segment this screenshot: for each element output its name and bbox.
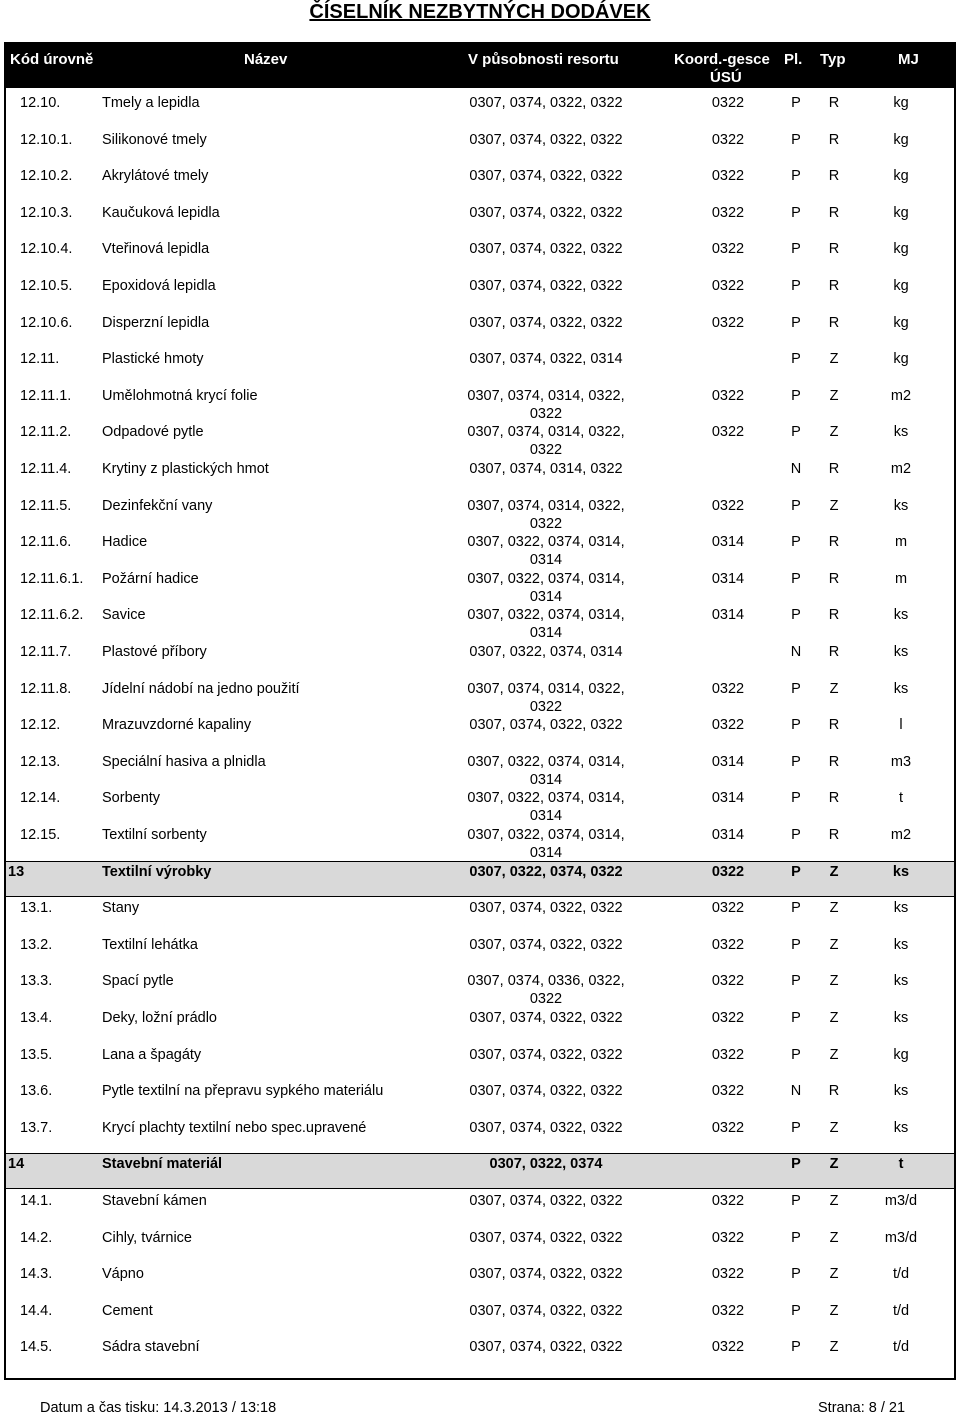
cell-code: 12.10.5. bbox=[20, 278, 73, 294]
cell-code: 12.14. bbox=[20, 790, 61, 807]
cell-mj: m2 bbox=[890, 827, 912, 843]
cell-mj: kg bbox=[893, 314, 909, 331]
cell-pl: P bbox=[791, 1302, 801, 1319]
cell-pl: N bbox=[790, 644, 802, 660]
cell-koord: 0314 bbox=[711, 570, 745, 587]
cell-name: Cement bbox=[102, 1302, 153, 1319]
cell-mj: ks bbox=[893, 1119, 909, 1136]
cell-vp: 0307, 0374, 0322, 0322 bbox=[469, 1010, 623, 1026]
cell-typ: R bbox=[828, 570, 840, 587]
table-row bbox=[6, 131, 954, 167]
cell-pl: P bbox=[791, 1229, 801, 1246]
cell-name: Stavební materiál bbox=[102, 1156, 223, 1173]
cell-name: Stavební kámen bbox=[102, 1193, 207, 1209]
cell-koord: 0322 bbox=[711, 1302, 745, 1319]
cell-name: Mrazuvzdorné kapaliny bbox=[102, 717, 252, 734]
table-row bbox=[6, 972, 954, 1008]
cell-mj: kg bbox=[893, 241, 909, 258]
cell-code: 12.10. bbox=[20, 95, 61, 111]
cell-code: 14.5. bbox=[20, 1339, 53, 1356]
cell-mj: m2 bbox=[890, 461, 912, 477]
cell-mj: ks bbox=[892, 863, 910, 880]
cell-name: Silikonové tmely bbox=[102, 131, 207, 148]
cell-code: 14.2. bbox=[20, 1229, 53, 1246]
cell-koord: 0322 bbox=[711, 278, 745, 294]
table-row bbox=[6, 460, 954, 496]
cell-name: Hadice bbox=[102, 534, 148, 551]
cell-code: 12.15. bbox=[20, 827, 61, 843]
cell-koord: 0322 bbox=[711, 1083, 745, 1100]
cell-vp: 0307, 0374, 0322, 0314 bbox=[469, 351, 623, 368]
cell-vp: 0307, 0374, 0322, 0322 bbox=[469, 131, 623, 148]
cell-pl: P bbox=[791, 278, 801, 294]
cell-koord: 0314 bbox=[711, 607, 745, 624]
table-row bbox=[6, 1153, 954, 1189]
cell-vp: 0307, 0374, 0314, 0322 bbox=[469, 461, 623, 477]
cell-pl: P bbox=[791, 314, 801, 331]
header-mj: MJ bbox=[898, 51, 919, 68]
cell-koord: 0314 bbox=[711, 790, 745, 807]
cell-pl: P bbox=[791, 900, 801, 917]
cell-vp: 0307, 0374, 0322, 0322 bbox=[469, 168, 623, 185]
cell-name: Kaučuková lepidla bbox=[102, 204, 220, 221]
cell-pl: P bbox=[791, 1266, 801, 1283]
cell-pl: P bbox=[791, 131, 801, 148]
table-row bbox=[6, 1046, 954, 1082]
cell-typ: Z bbox=[829, 1193, 839, 1209]
cell-typ: Z bbox=[829, 424, 839, 441]
cell-koord: 0322 bbox=[711, 204, 745, 221]
cell-vp: 0307, 0374, 0322, 0322 bbox=[469, 278, 623, 294]
cell-code: 14.4. bbox=[20, 1302, 53, 1319]
cell-koord: 0322 bbox=[711, 1229, 745, 1246]
cell-pl: P bbox=[791, 680, 801, 697]
cell-pl: P bbox=[791, 827, 801, 843]
cell-koord: 0322 bbox=[711, 863, 745, 880]
cell-vp: 0307, 0322, 0374, 0322 bbox=[469, 863, 623, 880]
cell-vp: 0307, 0374, 0314, 0322, 0322 bbox=[467, 497, 625, 532]
cell-code: 13.4. bbox=[20, 1010, 53, 1026]
cell-code: 12.11. bbox=[20, 351, 60, 368]
cell-code: 12.10.6. bbox=[20, 314, 73, 331]
cell-code: 12.10.2. bbox=[20, 168, 73, 185]
cell-name: Lana a špagáty bbox=[102, 1046, 202, 1063]
cell-name: Sorbenty bbox=[102, 790, 161, 807]
cell-pl: P bbox=[791, 607, 801, 624]
table-row bbox=[6, 94, 954, 130]
cell-vp: 0307, 0374, 0322, 0322 bbox=[469, 1339, 623, 1356]
cell-vp: 0307, 0374, 0314, 0322, 0322 bbox=[467, 424, 625, 459]
header-typ: Typ bbox=[820, 51, 846, 68]
cell-koord: 0322 bbox=[711, 131, 745, 148]
cell-mj: t/d bbox=[892, 1339, 910, 1356]
supplies-table bbox=[4, 42, 956, 1380]
cell-typ: Z bbox=[829, 900, 839, 917]
cell-mj: t bbox=[898, 790, 904, 807]
cell-name: Umělohmotná krycí folie bbox=[102, 387, 258, 404]
cell-pl: P bbox=[791, 1156, 801, 1173]
cell-name: Dezinfekční vany bbox=[102, 497, 213, 514]
cell-code: 12.11.6. bbox=[20, 534, 72, 551]
cell-name: Cihly, tvárnice bbox=[102, 1229, 192, 1246]
cell-koord: 0322 bbox=[711, 1046, 745, 1063]
cell-typ: R bbox=[828, 1083, 840, 1100]
cell-name: Akrylátové tmely bbox=[102, 168, 209, 185]
cell-vp: 0307, 0374, 0322, 0322 bbox=[469, 1193, 623, 1209]
cell-code: 13.6. bbox=[20, 1083, 53, 1100]
header-name: Název bbox=[244, 51, 288, 68]
cell-koord: 0314 bbox=[711, 534, 745, 551]
cell-typ: R bbox=[828, 131, 840, 148]
cell-vp: 0307, 0374, 0322, 0322 bbox=[469, 900, 623, 917]
cell-mj: kg bbox=[893, 1046, 909, 1063]
cell-code: 12.10.3. bbox=[20, 204, 73, 221]
cell-koord: 0322 bbox=[711, 900, 745, 917]
cell-code: 12.11.2. bbox=[20, 424, 72, 441]
cell-code: 12.10.1. bbox=[20, 131, 73, 148]
cell-mj: ks bbox=[893, 1083, 909, 1100]
cell-typ: R bbox=[828, 790, 840, 807]
cell-pl: P bbox=[791, 570, 801, 587]
cell-typ: Z bbox=[829, 1266, 839, 1283]
cell-pl: P bbox=[791, 973, 801, 990]
cell-koord: 0322 bbox=[711, 1119, 745, 1136]
cell-vp: 0307, 0374, 0322, 0322 bbox=[469, 1046, 623, 1063]
table-row bbox=[6, 314, 954, 350]
cell-typ: R bbox=[828, 204, 840, 221]
cell-vp: 0307, 0322, 0374, 0314, 0314 bbox=[467, 607, 625, 642]
cell-vp: 0307, 0374, 0322, 0322 bbox=[469, 936, 623, 953]
cell-name: Epoxidová lepidla bbox=[102, 278, 216, 294]
cell-code: 14.3. bbox=[20, 1266, 53, 1283]
cell-typ: Z bbox=[829, 973, 839, 990]
table-row bbox=[6, 1119, 954, 1155]
cell-typ: Z bbox=[829, 863, 839, 880]
cell-code: 12.11.7. bbox=[20, 644, 72, 660]
cell-vp: 0307, 0374, 0322, 0322 bbox=[469, 1119, 623, 1136]
cell-mj: m bbox=[894, 570, 908, 587]
cell-name: Sádra stavební bbox=[102, 1339, 200, 1356]
cell-koord: 0322 bbox=[711, 936, 745, 953]
cell-mj: ks bbox=[893, 497, 909, 514]
cell-pl: P bbox=[791, 497, 801, 514]
cell-name: Jídelní nádobí na jedno použití bbox=[102, 680, 300, 697]
cell-vp: 0307, 0374, 0322, 0322 bbox=[469, 1229, 623, 1246]
cell-pl: P bbox=[791, 204, 801, 221]
cell-mj: kg bbox=[893, 351, 909, 368]
cell-typ: Z bbox=[829, 1119, 839, 1136]
cell-typ: Z bbox=[829, 680, 839, 697]
cell-vp: 0307, 0374, 0322, 0322 bbox=[469, 1083, 623, 1100]
table-header bbox=[6, 44, 954, 88]
table-row bbox=[6, 277, 954, 313]
cell-name: Pytle textilní na přepravu sypkého materiálu bbox=[102, 1083, 384, 1100]
cell-mj: kg bbox=[893, 204, 909, 221]
cell-koord: 0322 bbox=[711, 387, 745, 404]
cell-pl: P bbox=[791, 241, 801, 258]
cell-mj: ks bbox=[893, 1010, 909, 1026]
page-number: Strana: 8 / 21 bbox=[818, 1400, 906, 1416]
cell-mj: m3 bbox=[890, 753, 912, 770]
cell-mj: ks bbox=[893, 680, 909, 697]
table-row bbox=[6, 606, 954, 642]
cell-name: Disperzní lepidla bbox=[102, 314, 210, 331]
cell-koord: 0322 bbox=[711, 95, 745, 111]
cell-mj: t/d bbox=[892, 1266, 910, 1283]
table-row bbox=[6, 1265, 954, 1301]
cell-vp: 0307, 0374, 0314, 0322, 0322 bbox=[467, 387, 625, 422]
header-pl: Pl. bbox=[784, 51, 803, 68]
cell-koord: 0314 bbox=[711, 827, 745, 843]
cell-vp: 0307, 0322, 0374, 0314, 0314 bbox=[467, 790, 625, 825]
cell-typ: Z bbox=[829, 1302, 839, 1319]
table-row bbox=[6, 1338, 954, 1374]
cell-name: Odpadové pytle bbox=[102, 424, 204, 441]
cell-typ: Z bbox=[829, 497, 839, 514]
cell-code: 12.11.8. bbox=[20, 680, 72, 697]
table-row bbox=[6, 1229, 954, 1265]
cell-mj: m bbox=[894, 534, 908, 551]
table-row bbox=[6, 423, 954, 459]
cell-pl: P bbox=[791, 1193, 801, 1209]
header-vp: V působnosti resortu bbox=[468, 51, 619, 68]
cell-pl: P bbox=[791, 1119, 801, 1136]
cell-pl: P bbox=[791, 387, 801, 404]
cell-name: Vápno bbox=[102, 1266, 144, 1283]
cell-mj: ks bbox=[893, 936, 909, 953]
cell-typ: R bbox=[828, 168, 840, 185]
cell-mj: ks bbox=[893, 424, 909, 441]
cell-pl: P bbox=[791, 717, 801, 734]
cell-koord: 0322 bbox=[711, 241, 745, 258]
cell-typ: Z bbox=[829, 387, 839, 404]
cell-vp: 0307, 0374, 0322, 0322 bbox=[469, 1302, 623, 1319]
cell-pl: P bbox=[791, 936, 801, 953]
cell-vp: 0307, 0322, 0374 bbox=[489, 1156, 603, 1173]
cell-pl: P bbox=[791, 534, 801, 551]
table-row bbox=[6, 570, 954, 606]
cell-koord: 0322 bbox=[711, 168, 745, 185]
table-row bbox=[6, 936, 954, 972]
table-row bbox=[6, 643, 954, 679]
cell-name: Spací pytle bbox=[102, 973, 174, 990]
cell-vp: 0307, 0322, 0374, 0314, 0314 bbox=[467, 570, 625, 605]
cell-typ: R bbox=[828, 753, 840, 770]
cell-typ: R bbox=[828, 717, 840, 734]
cell-mj: m3/d bbox=[884, 1193, 918, 1209]
cell-vp: 0307, 0374, 0322, 0322 bbox=[469, 314, 623, 331]
cell-name: Tmely a lepidla bbox=[102, 95, 200, 111]
cell-pl: P bbox=[791, 863, 801, 880]
header-koord: Koord.-gesce bbox=[674, 51, 770, 68]
cell-koord: 0322 bbox=[711, 973, 745, 990]
cell-mj: m3/d bbox=[884, 1229, 918, 1246]
table-row bbox=[6, 350, 954, 386]
table-row bbox=[6, 204, 954, 240]
cell-pl: P bbox=[791, 351, 801, 368]
cell-mj: m2 bbox=[890, 387, 912, 404]
cell-typ: R bbox=[828, 241, 840, 258]
cell-typ: R bbox=[828, 278, 840, 294]
cell-koord: 0314 bbox=[711, 753, 745, 770]
cell-vp: 0307, 0374, 0314, 0322, 0322 bbox=[467, 680, 625, 715]
cell-typ: Z bbox=[829, 1229, 839, 1246]
cell-vp: 0307, 0374, 0322, 0322 bbox=[469, 241, 623, 258]
table-row bbox=[6, 497, 954, 533]
cell-mj: ks bbox=[893, 644, 909, 660]
cell-code: 13.7. bbox=[20, 1119, 53, 1136]
cell-name: Textilní výrobky bbox=[102, 863, 212, 880]
cell-name: Plastové příbory bbox=[102, 644, 207, 660]
cell-typ: R bbox=[828, 534, 840, 551]
cell-typ: R bbox=[828, 461, 840, 477]
cell-koord: 0322 bbox=[711, 1193, 745, 1209]
table-row bbox=[6, 1192, 954, 1228]
cell-pl: P bbox=[791, 790, 801, 807]
cell-mj: ks bbox=[893, 607, 909, 624]
cell-pl: P bbox=[791, 424, 801, 441]
cell-code: 12.10.4. bbox=[20, 241, 73, 258]
cell-mj: kg bbox=[893, 131, 909, 148]
cell-code: 13.2. bbox=[20, 936, 53, 953]
cell-pl: P bbox=[791, 1010, 801, 1026]
cell-mj: ks bbox=[893, 900, 909, 917]
header-code: Kód úrovně bbox=[10, 51, 94, 68]
cell-pl: P bbox=[791, 168, 801, 185]
cell-typ: R bbox=[828, 827, 840, 843]
table-row bbox=[6, 753, 954, 789]
cell-name: Savice bbox=[102, 607, 146, 624]
cell-typ: R bbox=[828, 95, 840, 111]
cell-name: Deky, ložní prádlo bbox=[102, 1010, 217, 1026]
table-row bbox=[6, 899, 954, 935]
cell-pl: P bbox=[791, 753, 801, 770]
cell-vp: 0307, 0374, 0322, 0322 bbox=[469, 204, 623, 221]
cell-vp: 0307, 0374, 0336, 0322, 0322 bbox=[467, 973, 625, 1008]
cell-name: Textilní sorbenty bbox=[102, 827, 207, 843]
cell-name: Vteřinová lepidla bbox=[102, 241, 210, 258]
table-row bbox=[6, 716, 954, 752]
cell-koord: 0322 bbox=[711, 497, 745, 514]
table-row bbox=[6, 240, 954, 276]
table-row bbox=[6, 826, 954, 862]
cell-vp: 0307, 0322, 0374, 0314, 0314 bbox=[467, 827, 625, 861]
table-row bbox=[6, 861, 954, 897]
cell-koord: 0322 bbox=[711, 1266, 745, 1283]
cell-name: Krytiny z plastických hmot bbox=[102, 461, 269, 477]
cell-mj: t bbox=[898, 1156, 904, 1173]
cell-typ: Z bbox=[829, 1046, 839, 1063]
cell-mj: kg bbox=[893, 95, 909, 111]
cell-mj: kg bbox=[893, 278, 909, 294]
cell-typ: R bbox=[828, 314, 840, 331]
cell-name: Požární hadice bbox=[102, 570, 199, 587]
cell-koord: 0322 bbox=[711, 1339, 745, 1356]
cell-pl: P bbox=[791, 1339, 801, 1356]
cell-mj: l bbox=[899, 717, 903, 734]
cell-code: 12.12. bbox=[20, 717, 61, 734]
cell-vp: 0307, 0374, 0322, 0322 bbox=[469, 717, 623, 734]
cell-typ: R bbox=[828, 607, 840, 624]
cell-typ: Z bbox=[829, 351, 839, 368]
cell-name: Krycí plachty textilní nebo spec.upravené bbox=[102, 1119, 367, 1136]
cell-code: 14 bbox=[8, 1156, 25, 1173]
cell-koord: 0322 bbox=[711, 680, 745, 697]
cell-vp: 0307, 0322, 0374, 0314 bbox=[469, 644, 623, 660]
cell-typ: Z bbox=[829, 1156, 839, 1173]
cell-code: 12.11.6.2. bbox=[20, 607, 84, 624]
cell-mj: kg bbox=[893, 168, 909, 185]
cell-vp: 0307, 0322, 0374, 0314, 0314 bbox=[467, 534, 625, 569]
cell-code: 13.3. bbox=[20, 973, 53, 990]
table-row bbox=[6, 1082, 954, 1118]
cell-name: Textilní lehátka bbox=[102, 936, 198, 953]
cell-pl: P bbox=[791, 1046, 801, 1063]
cell-typ: R bbox=[828, 644, 840, 660]
cell-code: 13.1. bbox=[20, 900, 53, 917]
table-row bbox=[6, 1302, 954, 1338]
table-row bbox=[6, 533, 954, 569]
header-koord-usu: ÚSÚ bbox=[710, 69, 742, 86]
cell-name: Stany bbox=[102, 900, 140, 917]
cell-code: 12.11.1. bbox=[20, 387, 72, 404]
cell-typ: Z bbox=[829, 1010, 839, 1026]
table-row bbox=[6, 167, 954, 203]
table-row bbox=[6, 387, 954, 423]
document-title: ČÍSELNÍK NEZBYTNÝCH DODÁVEK bbox=[309, 1, 651, 23]
cell-pl: N bbox=[790, 461, 802, 477]
cell-code: 12.13. bbox=[20, 753, 61, 770]
cell-code: 12.11.6.1. bbox=[20, 570, 84, 587]
cell-code: 13.5. bbox=[20, 1046, 53, 1063]
cell-koord: 0322 bbox=[711, 424, 745, 441]
cell-mj: t/d bbox=[892, 1302, 910, 1319]
cell-pl: P bbox=[791, 95, 801, 111]
cell-pl: N bbox=[790, 1083, 802, 1100]
cell-koord: 0322 bbox=[711, 314, 745, 331]
cell-typ: Z bbox=[829, 1339, 839, 1356]
table-row bbox=[6, 789, 954, 825]
cell-code: 12.11.4. bbox=[20, 461, 72, 477]
cell-code: 13 bbox=[8, 863, 25, 880]
cell-typ: Z bbox=[829, 936, 839, 953]
cell-vp: 0307, 0374, 0322, 0322 bbox=[469, 95, 623, 111]
cell-name: Speciální hasiva a plnidla bbox=[102, 753, 266, 770]
cell-code: 12.11.5. bbox=[20, 497, 72, 514]
cell-koord: 0322 bbox=[711, 717, 745, 734]
table-row bbox=[6, 680, 954, 716]
cell-code: 14.1. bbox=[20, 1193, 53, 1209]
table-row bbox=[6, 1009, 954, 1045]
cell-name: Plastické hmoty bbox=[102, 351, 204, 368]
print-datetime: Datum a čas tisku: 14.3.2013 / 13:18 bbox=[40, 1400, 277, 1416]
cell-koord: 0322 bbox=[711, 1010, 745, 1026]
cell-vp: 0307, 0322, 0374, 0314, 0314 bbox=[467, 753, 625, 788]
cell-vp: 0307, 0374, 0322, 0322 bbox=[469, 1266, 623, 1283]
cell-mj: ks bbox=[893, 973, 909, 990]
